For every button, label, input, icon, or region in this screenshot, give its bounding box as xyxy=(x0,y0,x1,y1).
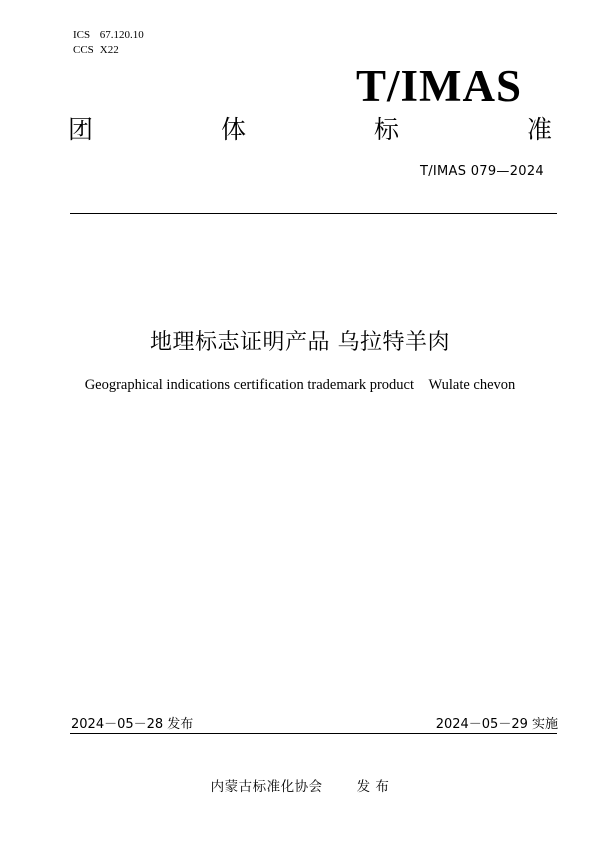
implementation-date: 2024－05－29 实施 xyxy=(435,717,558,732)
ics-line xyxy=(73,28,144,43)
top-divider xyxy=(70,213,557,214)
standard-type-char: 体 xyxy=(220,115,246,144)
standard-brand-logo: T/IMAS xyxy=(355,61,522,111)
ccs-label: CCS xyxy=(73,44,94,56)
standard-type-char: 团 xyxy=(68,115,94,144)
standard-type-char: 标 xyxy=(373,115,399,144)
ccs-line xyxy=(73,43,144,58)
ccs-value: X22 xyxy=(99,44,119,56)
issue-date: 2024－05－28 发布 xyxy=(71,717,194,732)
ics-value: 67.120.10 xyxy=(99,29,144,41)
classification-codes xyxy=(73,28,144,58)
document-number: T/IMAS 079—2024 xyxy=(419,164,544,179)
standard-type xyxy=(68,113,552,147)
title-english: Geographical indications certification trademark product Wulate chevon xyxy=(84,377,516,393)
title-chinese: 地理标志证明产品 乌拉特羊肉 xyxy=(150,330,450,355)
publisher-name: 内蒙古标准化协会 xyxy=(210,779,323,795)
bottom-divider xyxy=(70,733,557,734)
ics-label: ICS xyxy=(73,29,91,41)
publisher-action: 发 布 xyxy=(356,779,390,795)
publisher xyxy=(0,775,600,795)
standard-type-char: 准 xyxy=(526,115,552,144)
